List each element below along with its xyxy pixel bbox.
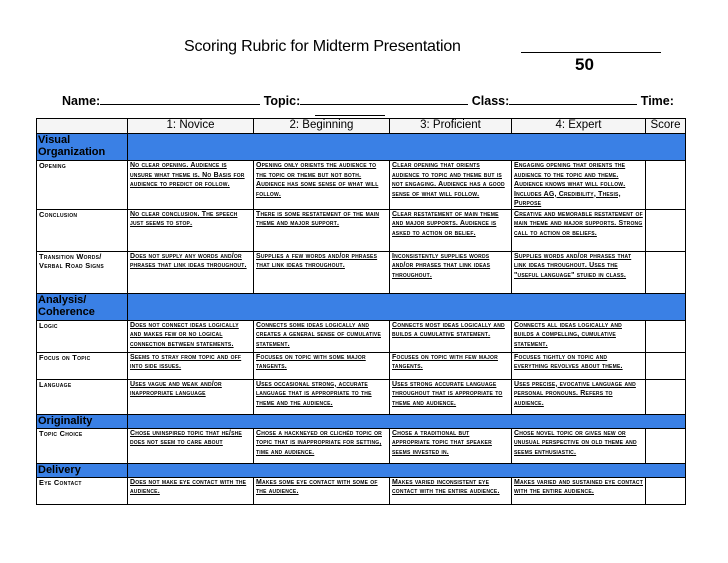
table-row	[37, 352, 686, 379]
cell-beginning: Focuses on topic with some major tangents.	[254, 352, 390, 379]
time-label: Time:	[640, 94, 674, 108]
cell-expert: Supplies words and/or phrases that link ideas throughout. Uses the "useful language" stuied in class.	[512, 251, 646, 293]
table-row	[37, 251, 686, 293]
rubric-table	[36, 118, 686, 505]
cell-expert: Connects all ideas logically and builds a compelling, cumulative statement.	[512, 320, 646, 352]
header-beginning: 2: Beginning	[254, 119, 390, 134]
cell-beginning: Uses occasional strong, accurate language that is appropriate to the theme and the audience.	[254, 379, 390, 414]
table-row	[37, 477, 686, 504]
cell-beginning: Chose a hackneyed or clichéd topic or topic that is inappropriate for setting, time and audience.	[254, 428, 390, 463]
section-visual-organization: Visual Organization	[37, 134, 128, 161]
topic-label: Topic:	[263, 94, 301, 108]
criterion-label: Eye Contact	[37, 477, 128, 504]
cell-beginning: Connects some ideas logically and creates a general sense of cumulative statement.	[254, 320, 390, 352]
score-cell[interactable]	[646, 379, 686, 414]
cell-proficient: Makes varied inconsistent eye contact with the entire audience.	[390, 477, 512, 504]
criterion-label: Transition Words/ Verbal Road Signs	[37, 251, 128, 293]
cell-novice: No clear conclusion. The speech just seems to stop.	[128, 209, 254, 251]
topic-field[interactable]	[300, 92, 468, 105]
table-row	[37, 209, 686, 251]
cell-proficient: Focuses on topic with few major tangents.	[390, 352, 512, 379]
table-row	[37, 161, 686, 210]
section-band	[128, 463, 686, 477]
section-originality: Originality	[37, 414, 128, 428]
section-band	[128, 414, 686, 428]
header-novice: 1: Novice	[128, 119, 254, 134]
title-blank-line	[521, 40, 661, 53]
cell-beginning: Opening only orients the audience to the topic or theme but not both. Audience has some sense of what will follow.	[254, 161, 390, 210]
section-row	[37, 414, 686, 428]
cell-expert: Chose novel topic or gives new or unusual perspective on old theme and seems enthusiastic.	[512, 428, 646, 463]
cell-beginning: Makes some eye contact with some of the audience.	[254, 477, 390, 504]
score-cell[interactable]	[646, 161, 686, 210]
cell-expert: Uses precise, evocative language and personal pronouns. Refers to audience.	[512, 379, 646, 414]
cell-proficient: Chose a traditional but appropriate topic that speaker seems invested in.	[390, 428, 512, 463]
cell-beginning: Supplies a few words and/or phrases that link ideas throughout.	[254, 251, 390, 293]
section-row	[37, 293, 686, 320]
criterion-label: Topic Choice	[37, 428, 128, 463]
total-points: 50	[575, 55, 594, 74]
section-band	[128, 293, 686, 320]
criterion-label: Focus on Topic	[37, 352, 128, 379]
cell-proficient: Clear restatement of main theme and major supports. Audience is asked to action or belief.	[390, 209, 512, 251]
cell-proficient: Connects most ideas logically and builds a cumulative statement.	[390, 320, 512, 352]
criterion-label: Language	[37, 379, 128, 414]
header-proficient: 3: Proficient	[390, 119, 512, 134]
table-row	[37, 320, 686, 352]
class-field[interactable]	[509, 92, 637, 105]
cell-proficient: Uses strong accurate language throughout that is appropriate to theme and audience.	[390, 379, 512, 414]
section-band	[128, 134, 686, 161]
section-delivery: Delivery	[37, 463, 128, 477]
info-line	[62, 92, 674, 108]
section-row	[37, 463, 686, 477]
cell-proficient: Inconsistently supplies words and/or phrases that link ideas throughout.	[390, 251, 512, 293]
cell-expert: Focuses tightly on topic and everything revolves about theme.	[512, 352, 646, 379]
score-cell[interactable]	[646, 209, 686, 251]
cell-novice: Chose uninspired topic that he/she does not seem to care about	[128, 428, 254, 463]
page-title: Scoring Rubric for Midterm Presentation	[184, 38, 461, 55]
cell-beginning: There is some restatement of the main theme and major support.	[254, 209, 390, 251]
topic-field-continuation	[315, 107, 385, 116]
score-cell[interactable]	[646, 320, 686, 352]
cell-expert: Creative and memorable restatement of main theme and major supports. Strong call to action or beliefs.	[512, 209, 646, 251]
score-cell[interactable]	[646, 251, 686, 293]
header-criteria	[37, 119, 128, 134]
cell-expert: Makes varied and sustained eye contact with the entire audience.	[512, 477, 646, 504]
cell-novice: Does not make eye contact with the audience.	[128, 477, 254, 504]
criterion-label: Conclusion	[37, 209, 128, 251]
section-row	[37, 134, 686, 161]
criterion-label: Opening	[37, 161, 128, 210]
name-label: Name:	[62, 94, 101, 108]
section-analysis-coherence: Analysis/ Coherence	[37, 293, 128, 320]
table-row	[37, 428, 686, 463]
criterion-label: Logic	[37, 320, 128, 352]
cell-novice: Does not connect ideas logically and makes few or no logical connection between statements.	[128, 320, 254, 352]
score-cell[interactable]	[646, 477, 686, 504]
header-expert: 4: Expert	[512, 119, 646, 134]
cell-novice: Seems to stray from topic and off into side issues.	[128, 352, 254, 379]
score-cell[interactable]	[646, 352, 686, 379]
name-field[interactable]	[100, 92, 260, 105]
header-row	[37, 119, 686, 134]
cell-novice: No clear opening. Audience is unsure what theme is. No Basis for audience to predict or follow.	[128, 161, 254, 210]
cell-novice: Uses vague and weak and/or inappropriate language	[128, 379, 254, 414]
score-cell[interactable]	[646, 428, 686, 463]
class-label: Class:	[471, 94, 510, 108]
table-row	[37, 379, 686, 414]
cell-proficient: Clear opening that orients audience to topic and theme but is not engaging. Audience has a good sense of what will follow.	[390, 161, 512, 210]
cell-expert: Engaging opening that orients the audience to the topic and theme. Audience knows what will follow. Includes AG, Credibility, Thesis, Purpose	[512, 161, 646, 210]
cell-novice: Does not supply any words and/or phrases that link ideas throughout.	[128, 251, 254, 293]
header-score: Score	[646, 119, 686, 134]
